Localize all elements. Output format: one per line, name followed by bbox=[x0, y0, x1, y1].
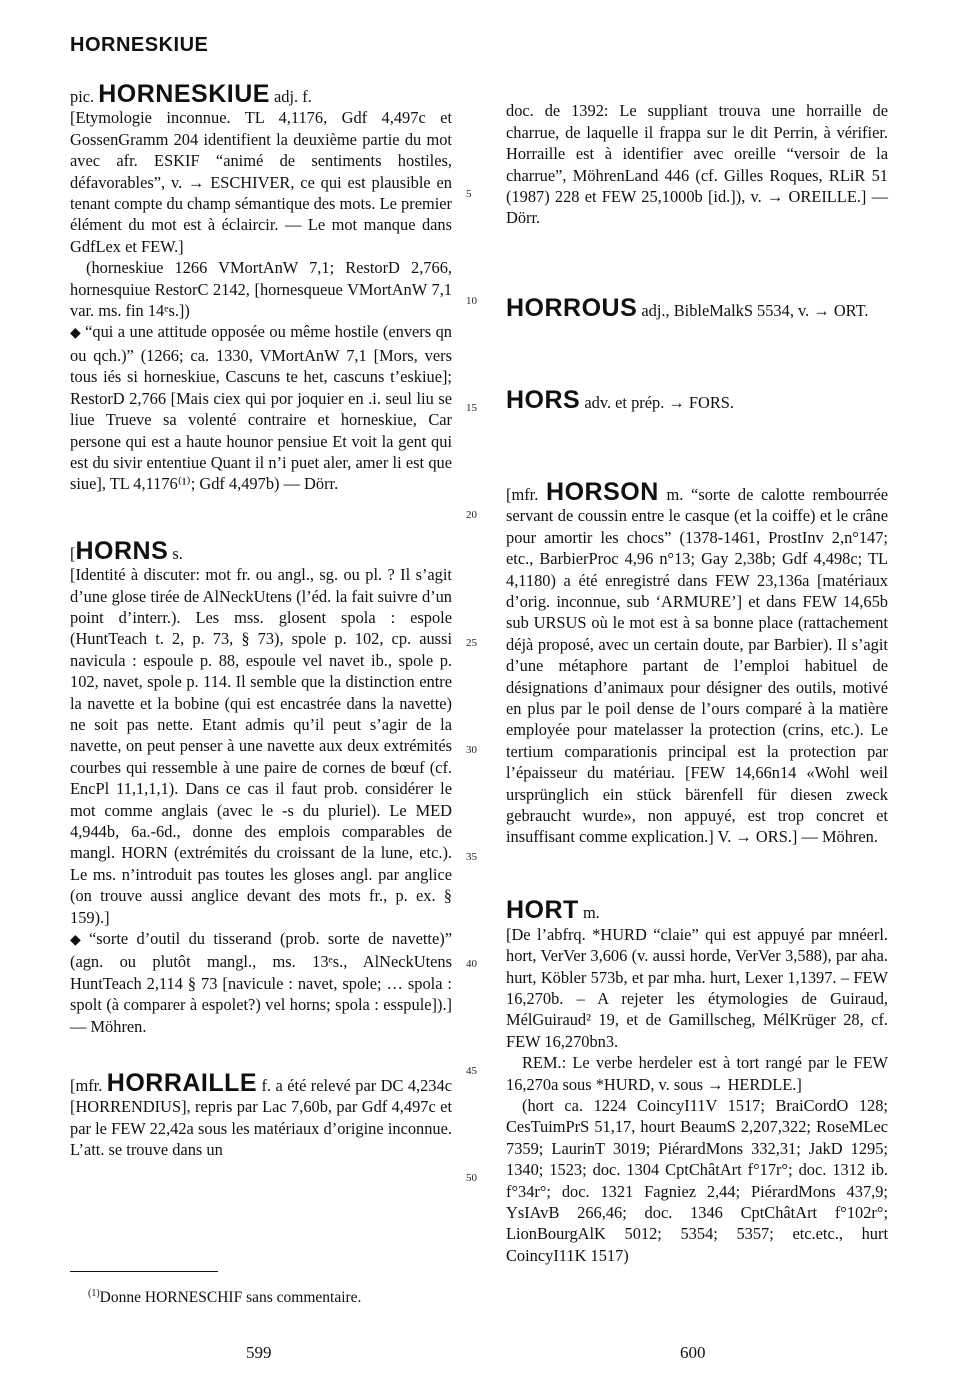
page-number-right: 600 bbox=[680, 1343, 706, 1362]
page-number-left: 599 bbox=[246, 1343, 272, 1362]
entry-body: adj., BibleMalkS 5534, v. → ORT. bbox=[641, 300, 869, 320]
entry-hort bbox=[506, 896, 888, 1266]
line-number: 15 bbox=[466, 402, 477, 414]
headword: HORROUS bbox=[506, 293, 638, 322]
forms-text: (hort ca. 1224 CoincyI11V 1517; BraiCordO 128; CesTuimPrS 51,17, hourt BeaumS 2,207,322; RoseMLec 7359; LaurinT 3019; PiérardMons 332,31; JakD 1295; 1340; 1523; doc. 1304 CptChâtArt f°17r°; doc. 1312 ib. f°34r°; doc. 1321 Fagniez 2,44; PiérardMons 437,9; YsIAvB 266,46; doc. 1346 CptChâtArt f°102r°; LionBourgAlK 5012; 5354; 5357; etc.etc., hurt CoincyI11K 1517) bbox=[506, 1095, 888, 1265]
sense-text: “sorte d’outil du tisserand (prob. sorte de navette)” (agn. ou plutôt mangl., ms. 13ᵉs., AlNeckUtens HuntTeach 2,114 § 73 [navicule : navet, spole; … spola : spolt (à comparer à espolet?) vel horns; spola : esspule]).] — Möhren. bbox=[70, 929, 452, 1036]
headword: HORNESKIUE bbox=[98, 80, 270, 108]
line-number: 45 bbox=[466, 1065, 477, 1077]
line-number: 40 bbox=[466, 958, 477, 970]
entry-paragraph bbox=[70, 1069, 452, 1161]
sense-paragraph bbox=[70, 321, 452, 494]
entry-horson bbox=[506, 477, 888, 848]
entry-prefix: [mfr. bbox=[70, 1076, 103, 1096]
footnote-text: Donne HORNESCHIF sans commentaire. bbox=[99, 1289, 362, 1307]
remark-text: REM.: Le verbe herdeler est à tort rangé par le FEW 16,270a sous *HURD, v. sous → HERDLE.] bbox=[506, 1053, 888, 1094]
line-number: 30 bbox=[466, 744, 477, 756]
headword: HORS bbox=[506, 385, 581, 414]
footnote bbox=[88, 1288, 361, 1307]
entry-heading bbox=[70, 536, 452, 565]
diamond-icon: ◆ bbox=[70, 933, 86, 949]
headword: HORSON bbox=[546, 477, 659, 506]
line-number: 5 bbox=[466, 188, 472, 200]
grammar-label: s. bbox=[172, 543, 183, 563]
grammar-label: m. bbox=[582, 903, 600, 923]
entry-horneskiue bbox=[70, 80, 452, 495]
grammar-label: adj. f. bbox=[274, 87, 312, 106]
line-number: 25 bbox=[466, 637, 477, 649]
entry-body: adv. et prép. → FORS. bbox=[584, 392, 734, 412]
continuation-text: doc. de 1392: Le suppliant trouva une horraille de charrue, de laquelle il frappa sur le dit Perrin, à vérifier. Horraille est à identifier avec oreille “versoir de la charrue”, MöhrenLand 446 (cf. Gilles Roques, RLiR 51 (1987) 228 et FEW 25,1000b [id.]), v. → OREILLE.] — Dörr. bbox=[506, 101, 888, 228]
entry-heading bbox=[70, 80, 452, 108]
entry-hors bbox=[506, 385, 888, 414]
etymology-text: [Identité à discuter: mot fr. ou angl., sg. ou pl. ? Il s’agit d’une glose tirée de AlNeckUtens (l’éd. la fait suivre d’un point d’interr.). Les mss. glosent spola : espole (HuntTeach t. 2, p. 73, § 73), spole p. 102, cp. aussi navicula : espoule p. 88, espoule vel navet ib., spole p. 102, navet, spole p. 114. Il semble que la distinction entre la navette et la bobine (qui est encastrée dans la navette) ne soit pas nette. Etant admis qu’il peut s’agir de la navette, on peut penser à une navette aux deux extrémités courbes qui ressemble à une paire de cornes de bœuf (cf. EncPl 11,1,1,1). Dans ce cas il faut prob. considérer le mot comme anglais (avec le -s du pluriel). Le MED 4,944b, 6a.-6d., donne des emplois comparables de mangl. HORN (extrémités du croissant de la lune, etc.). Le ms. n’introduit pas toutes les gloses angl. par anglice (on trouve aussi anglice devant des mots fr., p. ex. § 159).] bbox=[70, 565, 452, 927]
left-column bbox=[70, 80, 452, 1161]
line-number: 35 bbox=[466, 851, 477, 863]
entry-heading bbox=[506, 896, 888, 925]
headword: HORRAILLE bbox=[106, 1069, 258, 1098]
line-number: 50 bbox=[466, 1172, 477, 1184]
entry-horns bbox=[70, 536, 452, 1037]
right-column bbox=[506, 84, 888, 1266]
line-number: 10 bbox=[466, 295, 477, 307]
headword: HORT bbox=[506, 896, 579, 925]
sense-text: “qui a une attitude opposée ou même hostile (envers qn ou qch.)” (1266; ca. 1330, VMortAnW 7,1 [Mors, vers tous iés si horneskiue, Cascuns te het, cascuns t’eskiue]; RestorD 2,766 [Mais ciex qui por joquier en .i. seul liu se liue Trueve sa volenté contraire et horneskiue, Car persone qui est a haute hounor pensiue Et voit la gent qui est du sivir ententiue Quant il n’i puet aler, amer li est que siue], TL 4,1176⁽¹⁾; Gdf 4,497b) — Dörr. bbox=[70, 322, 452, 494]
forms-text: (horneskiue 1266 VMortAnW 7,1; RestorD 2,766, hornesquiue RestorC 2142, [hornesqueue VMortAnW 7,1 var. ms. fin 14ᵉs.]) bbox=[70, 258, 452, 321]
entry-body: m. “sorte de calotte rembourrée servant de coussin entre le casque (et la coiffe) et le crâne pour amortir les chocs” (1378-1461, ProstInv 2,n°147; etc., BarbierProc 4,96 n°13; Gay 2,38b; Gdf 4,498c; TL 4,1180) a été enregistré dans FEW 23,136a [matériaux d’orig. inconnue, sub ‘ARMURE’] et dans FEW 14,65b sub URSUS où le mot est à sa bonne place (rattachement déjà proposé, avec un certain doute, par Barbier). Il s’agit d’une métaphore partant de l’emploi habituel de désignations d’animaux pour désigner des outils, motivé en plus par le poil dense de l’ours comparé à la matière employée pour matelasser la protection (crins, etc.). Le tertium comparationis principal est la protection par l’épaisseur du matériau. [FEW 14,66n14 «Wohl weil ursprünglich ein stück bärenfell für diesen zweck gebraucht wurde», non appuyé, est trop concret et insuffisant comme explication.] V. → ORS.] — Möhren. bbox=[506, 484, 888, 847]
entry-prefix: [ bbox=[70, 543, 76, 563]
running-head: HORNESKIUE bbox=[70, 34, 209, 56]
sense-paragraph bbox=[70, 928, 452, 1037]
entry-prefix: [mfr. bbox=[506, 484, 539, 504]
footnote-mark: (1) bbox=[88, 1288, 100, 1299]
entry-prefix: pic. bbox=[70, 87, 95, 106]
etymology-text: [De l’abfrq. *HURD “claie” qui est appuyé par mnéerl. hort, VerVer 3,606 (v. aussi horde, VerVer 3,588), par aha. hurt, Köbler 573b, et par mha. hurt, Lexer 1,1397. – FEW 16,270b. – A rejeter les étymologies de Guiraud, MélGuiraud² 19, et de Gamillscheg, MélKrüger 28, cf. FEW 16,270bn3. bbox=[506, 924, 888, 1051]
entry-horrous bbox=[506, 293, 888, 322]
etymology-text: [Etymologie inconnue. TL 4,1176, Gdf 4,497c et GossenGramm 204 identifient la deuxième partie du mot avec afr. ESKIF “animé de sentiments hostiles, défavorables”, v. → ESCHIVER, ce qui est plausible en tenant compte du champ sémantique des mots. Le premier élément du mot est à éclaircir. — Le mot manque dans GdfLex et FEW.] bbox=[70, 108, 452, 256]
entry-body: f. a été relevé par DC 4,234c [HORRENDIUS], repris par Lac 7,60b, par Gdf 4,497c et par le FEW 22,42a sous les matériaux d’origine inconnue. L’att. se trouve dans un bbox=[70, 1076, 452, 1160]
line-number: 20 bbox=[466, 509, 477, 521]
footnote-rule bbox=[70, 1271, 218, 1272]
diamond-icon: ◆ bbox=[70, 326, 82, 342]
entry-horraille bbox=[70, 1069, 452, 1161]
headword: HORNS bbox=[75, 536, 169, 565]
